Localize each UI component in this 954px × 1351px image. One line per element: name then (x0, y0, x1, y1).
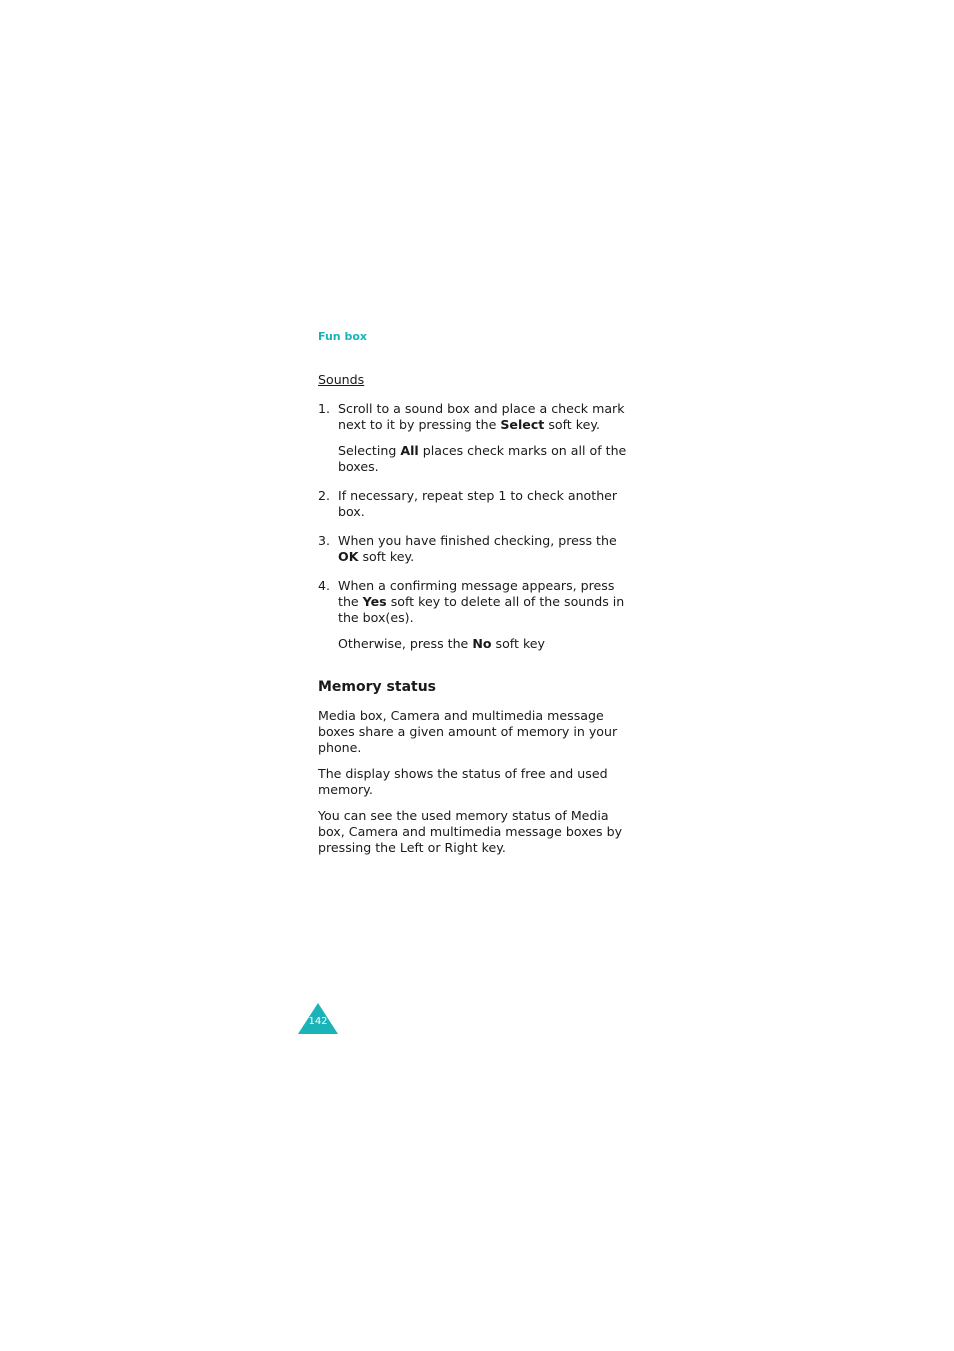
section-header: Fun box (318, 330, 367, 343)
step-text: When you have finished checking, press the OK soft key. (338, 533, 617, 564)
page-number-badge (298, 1003, 338, 1035)
memory-paragraph: You can see the used memory status of Media box, Camera and multimedia message boxes by pressing the Left or Right key. (318, 808, 623, 855)
key-name: OK (338, 549, 359, 564)
step-text: If necessary, repeat step 1 to check another box. (338, 488, 618, 519)
memory-paragraph: The display shows the status of free and used memory. (318, 766, 608, 797)
key-name: All (400, 443, 419, 458)
step-note: Otherwise, press the No soft key (338, 636, 545, 651)
step-note: Selecting All places check marks on all of the boxes. (338, 443, 627, 474)
step-2 (318, 488, 638, 520)
step-4 (318, 578, 638, 652)
step-text: When a confirming message appears, press the Yes soft key to delete all of the sounds in the box(es). (338, 578, 625, 625)
page-number: 142 (308, 1016, 328, 1027)
sounds-steps (318, 401, 638, 652)
key-name: Select (500, 417, 545, 432)
step-number: 4. (318, 578, 331, 593)
key-name: Yes (362, 594, 387, 609)
step-3 (318, 533, 638, 565)
key-name: No (472, 636, 492, 651)
step-number: 2. (318, 488, 331, 503)
memory-paragraph: Media box, Camera and multimedia message boxes share a given amount of memory in your phone. (318, 708, 618, 755)
page-content (318, 372, 638, 866)
step-number: 1. (318, 401, 331, 416)
sounds-heading: Sounds (318, 372, 365, 387)
step-text: Scroll to a sound box and place a check mark next to it by pressing the Select soft key. (338, 401, 625, 432)
step-1 (318, 401, 638, 475)
step-number: 3. (318, 533, 331, 548)
memory-status-title: Memory status (318, 679, 437, 695)
